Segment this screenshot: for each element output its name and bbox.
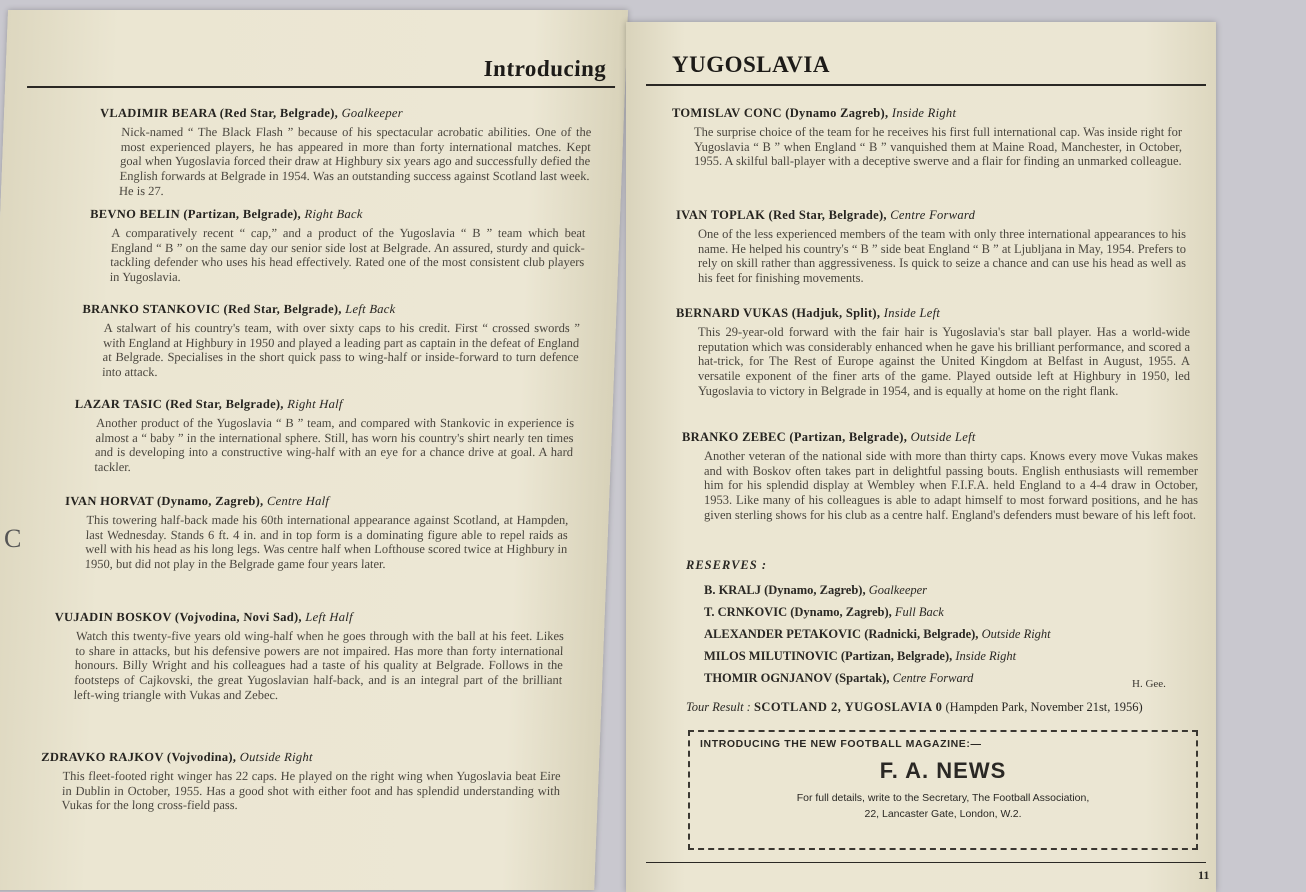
player-bio: The surprise choice of the team for he receives his first full international cap. Was inside right for Yugoslavia “ B ” when England “ B ” vanquished them at Maine Road, Manchester, in October, 1955. A skilful ball-player with a deceptive swerve and a flair for finding an unmarked colleague. — [694, 124, 1182, 169]
reserve-item: MILOS MILUTINOVIC (Partizan, Belgrade), Inside Right — [704, 649, 1017, 663]
right-page — [626, 22, 1216, 892]
player-entry — [682, 430, 1198, 523]
player-bio: This fleet-footed right winger has 22 caps. He played on the right wing when Yugoslavia beat Eire in Dublin in October, 1955. Has a good shot with either foot and has splendid understanding with Vukas for the long cross-field pass. — [61, 768, 561, 813]
fa-news-advert — [688, 730, 1198, 850]
reserves-heading: RESERVES : — [686, 558, 767, 572]
player-bio: Watch this twenty-five years old wing-half when he goes through with the ball at his feet. Likes to share in attacks, but his defensive powers are not impaired. Has more than forty international honours. Billy Wright and his colleagues had a taste of his quality at Belgrade. Follows in the footsteps of Cajkovski, the great Yugoslavian half-back, and is an integral part of the brilliant left-wing triangle with Vukas and Zebec. — [73, 628, 565, 702]
reserves-section — [686, 558, 1186, 689]
player-name: ZDRAVKO RAJKOV (Vojvodina), Outside Right — [41, 750, 314, 764]
advert-intro: INTRODUCING THE NEW FOOTBALL MAGAZINE:— — [700, 738, 982, 750]
reserve-item: B. KRALJ (Dynamo, Zagreb), Goalkeeper — [704, 583, 928, 597]
tour-result-label: Tour Result : — [686, 700, 751, 714]
player-name: BEVNO BELIN (Partizan, Belgrade), Right Back — [89, 207, 364, 221]
player-name: BRANKO ZEBEC (Partizan, Belgrade), Outside Left — [682, 430, 976, 444]
player-bio: A stalwart of his country's team, with over sixty caps to his credit. First “ crossed swords ” with England at Highbury in 1950 and played a leading part as captain in the defeat of England at Belgrade. Specialises in the short quick pass to wing-half or inside-forward to turn defence into attack. — [101, 320, 581, 380]
player-entry — [51, 610, 565, 703]
player-entry — [62, 494, 569, 572]
footer-rule — [646, 862, 1206, 863]
player-name: VUJADIN BOSKOV (Vojvodina, Novi Sad), Left Half — [54, 610, 354, 624]
stray-pencil-mark: C — [4, 524, 22, 553]
header-right-title: YUGOSLAVIA — [672, 52, 830, 77]
player-entry — [72, 397, 575, 475]
header-left-title: Introducing — [483, 56, 607, 81]
left-page — [0, 10, 628, 890]
advert-line-1: For full details, write to the Secretary, The Football Association, — [796, 792, 1090, 804]
author-signature: H. Gee. — [1132, 678, 1166, 690]
player-name: IVAN TOPLAK (Red Star, Belgrade), Centre Forward — [676, 208, 976, 222]
tour-result — [686, 700, 1206, 715]
player-bio: A comparatively recent “ cap,” and a product of the Yugoslavia “ B ” team which beat England “ B ” on the same day our senior side lost at Belgrade. An assured, sturdy and quick-tackling defender who uses his head effectively. Rated one of the most consistent club players in Yugoslavia. — [109, 225, 586, 285]
page-number: 11 — [1198, 868, 1210, 882]
player-name: BRANKO STANKOVIC (Red Star, Belgrade), Left Back — [82, 302, 396, 316]
player-entry — [39, 750, 561, 813]
player-entry — [97, 106, 593, 199]
player-entry — [80, 302, 581, 380]
player-bio: Another product of the Yugoslavia “ B ” team, and compared with Stankovic in experience is almost a “ baby ” in the international sphere. Still, has worn his country's shirt nearly ten times and is developing into a constructive wing-half with an eye for a chance drive at goal. A hard tackler. — [94, 415, 575, 475]
tour-result-score: SCOTLAND 2, YUGOSLAVIA 0 — [753, 700, 943, 714]
player-entry — [87, 207, 586, 285]
player-name: BERNARD VUKAS (Hadjuk, Split), Inside Left — [676, 306, 941, 320]
player-name: VLADIMIR BEARA (Red Star, Belgrade), Goalkeeper — [99, 106, 404, 120]
advert-line-2: 22, Lancaster Gate, London, W.2. — [864, 808, 1022, 820]
tour-result-detail: (Hampden Park, November 21st, 1956) — [945, 700, 1143, 714]
reserve-item: ALEXANDER PETAKOVIC (Radnicki, Belgrade), Outside Right — [704, 627, 1051, 641]
advert-title: F. A. NEWS — [879, 758, 1007, 783]
player-entry — [676, 208, 1186, 286]
player-name: TOMISLAV CONC (Dynamo Zagreb), Inside Right — [672, 106, 957, 120]
player-bio: This 29-year-old forward with the fair hair is Yugoslavia's star ball player. Has a world-wide reputation which was considerably enhanced when he gave his brilliant performance, and scored a hat-trick, for The Rest of Europe against the United Kingdom at Belfast in August, 1955. A versatile exponent of the finer arts of the game. Played outside left at Highbury in 1950, led Yugoslavia to victory in Belgrade in 1954, and is equally at home on the right flank. — [698, 324, 1190, 398]
reserve-item: T. CRNKOVIC (Dynamo, Zagreb), Full Back — [704, 605, 944, 619]
header-rule-right — [646, 84, 1206, 86]
player-bio: Nick-named “ The Black Flash ” because of his spectacular acrobatic abilities. One of the most experienced players, he has appeared in more than forty international matches. Kept goal when Yugoslavia forced their draw at Highbury six years ago and successfully defied the English forwards at Belgrade in 1954. Was an outstanding success against Scotland last week. He is 27. — [118, 124, 592, 198]
player-bio: Another veteran of the national side with more than thirty caps. Knows every move Vukas makes and with Boskov often takes part in delightful passing bouts. English enthusiasts will remember him for his splendid display at Wembley when F.I.F.A. held England to a 4-4 draw in October, 1953. Like many of his colleagues is able to adapt himself to most forward positions, and he has given sterling shows for his club as a centre half. England's defenders must beware of his left foot. — [704, 448, 1198, 522]
player-name: IVAN HORVAT (Dynamo, Zagreb), Centre Half — [64, 494, 330, 508]
header-rule-left — [27, 86, 615, 88]
player-name: LAZAR TASIC (Red Star, Belgrade), Right Half — [74, 397, 343, 411]
reserve-item: THOMIR OGNJANOV (Spartak), Centre Forward — [704, 671, 974, 685]
player-entry — [676, 306, 1190, 399]
player-entry — [672, 106, 1182, 169]
player-bio: This towering half-back made his 60th international appearance against Scotland, at Hampden, last Wednesday. Stands 6 ft. 4 in. and in top form is a dominating figure able to repel raids as well with his head as his long legs. Was centre half when Lofthouse scored twice at Highbury in 1950, but did not play in the Belgrade game four years later. — [84, 512, 569, 572]
player-bio: One of the less experienced members of the team with only three international appearances to his name. He helped his country's “ B ” side beat England “ B ” at Ljubljana in May, 1954. Prefers to rely on skill rather than aggressiveness. Is quick to seize a chance and can use his head as well as his feet for finishing movements. — [698, 226, 1186, 286]
